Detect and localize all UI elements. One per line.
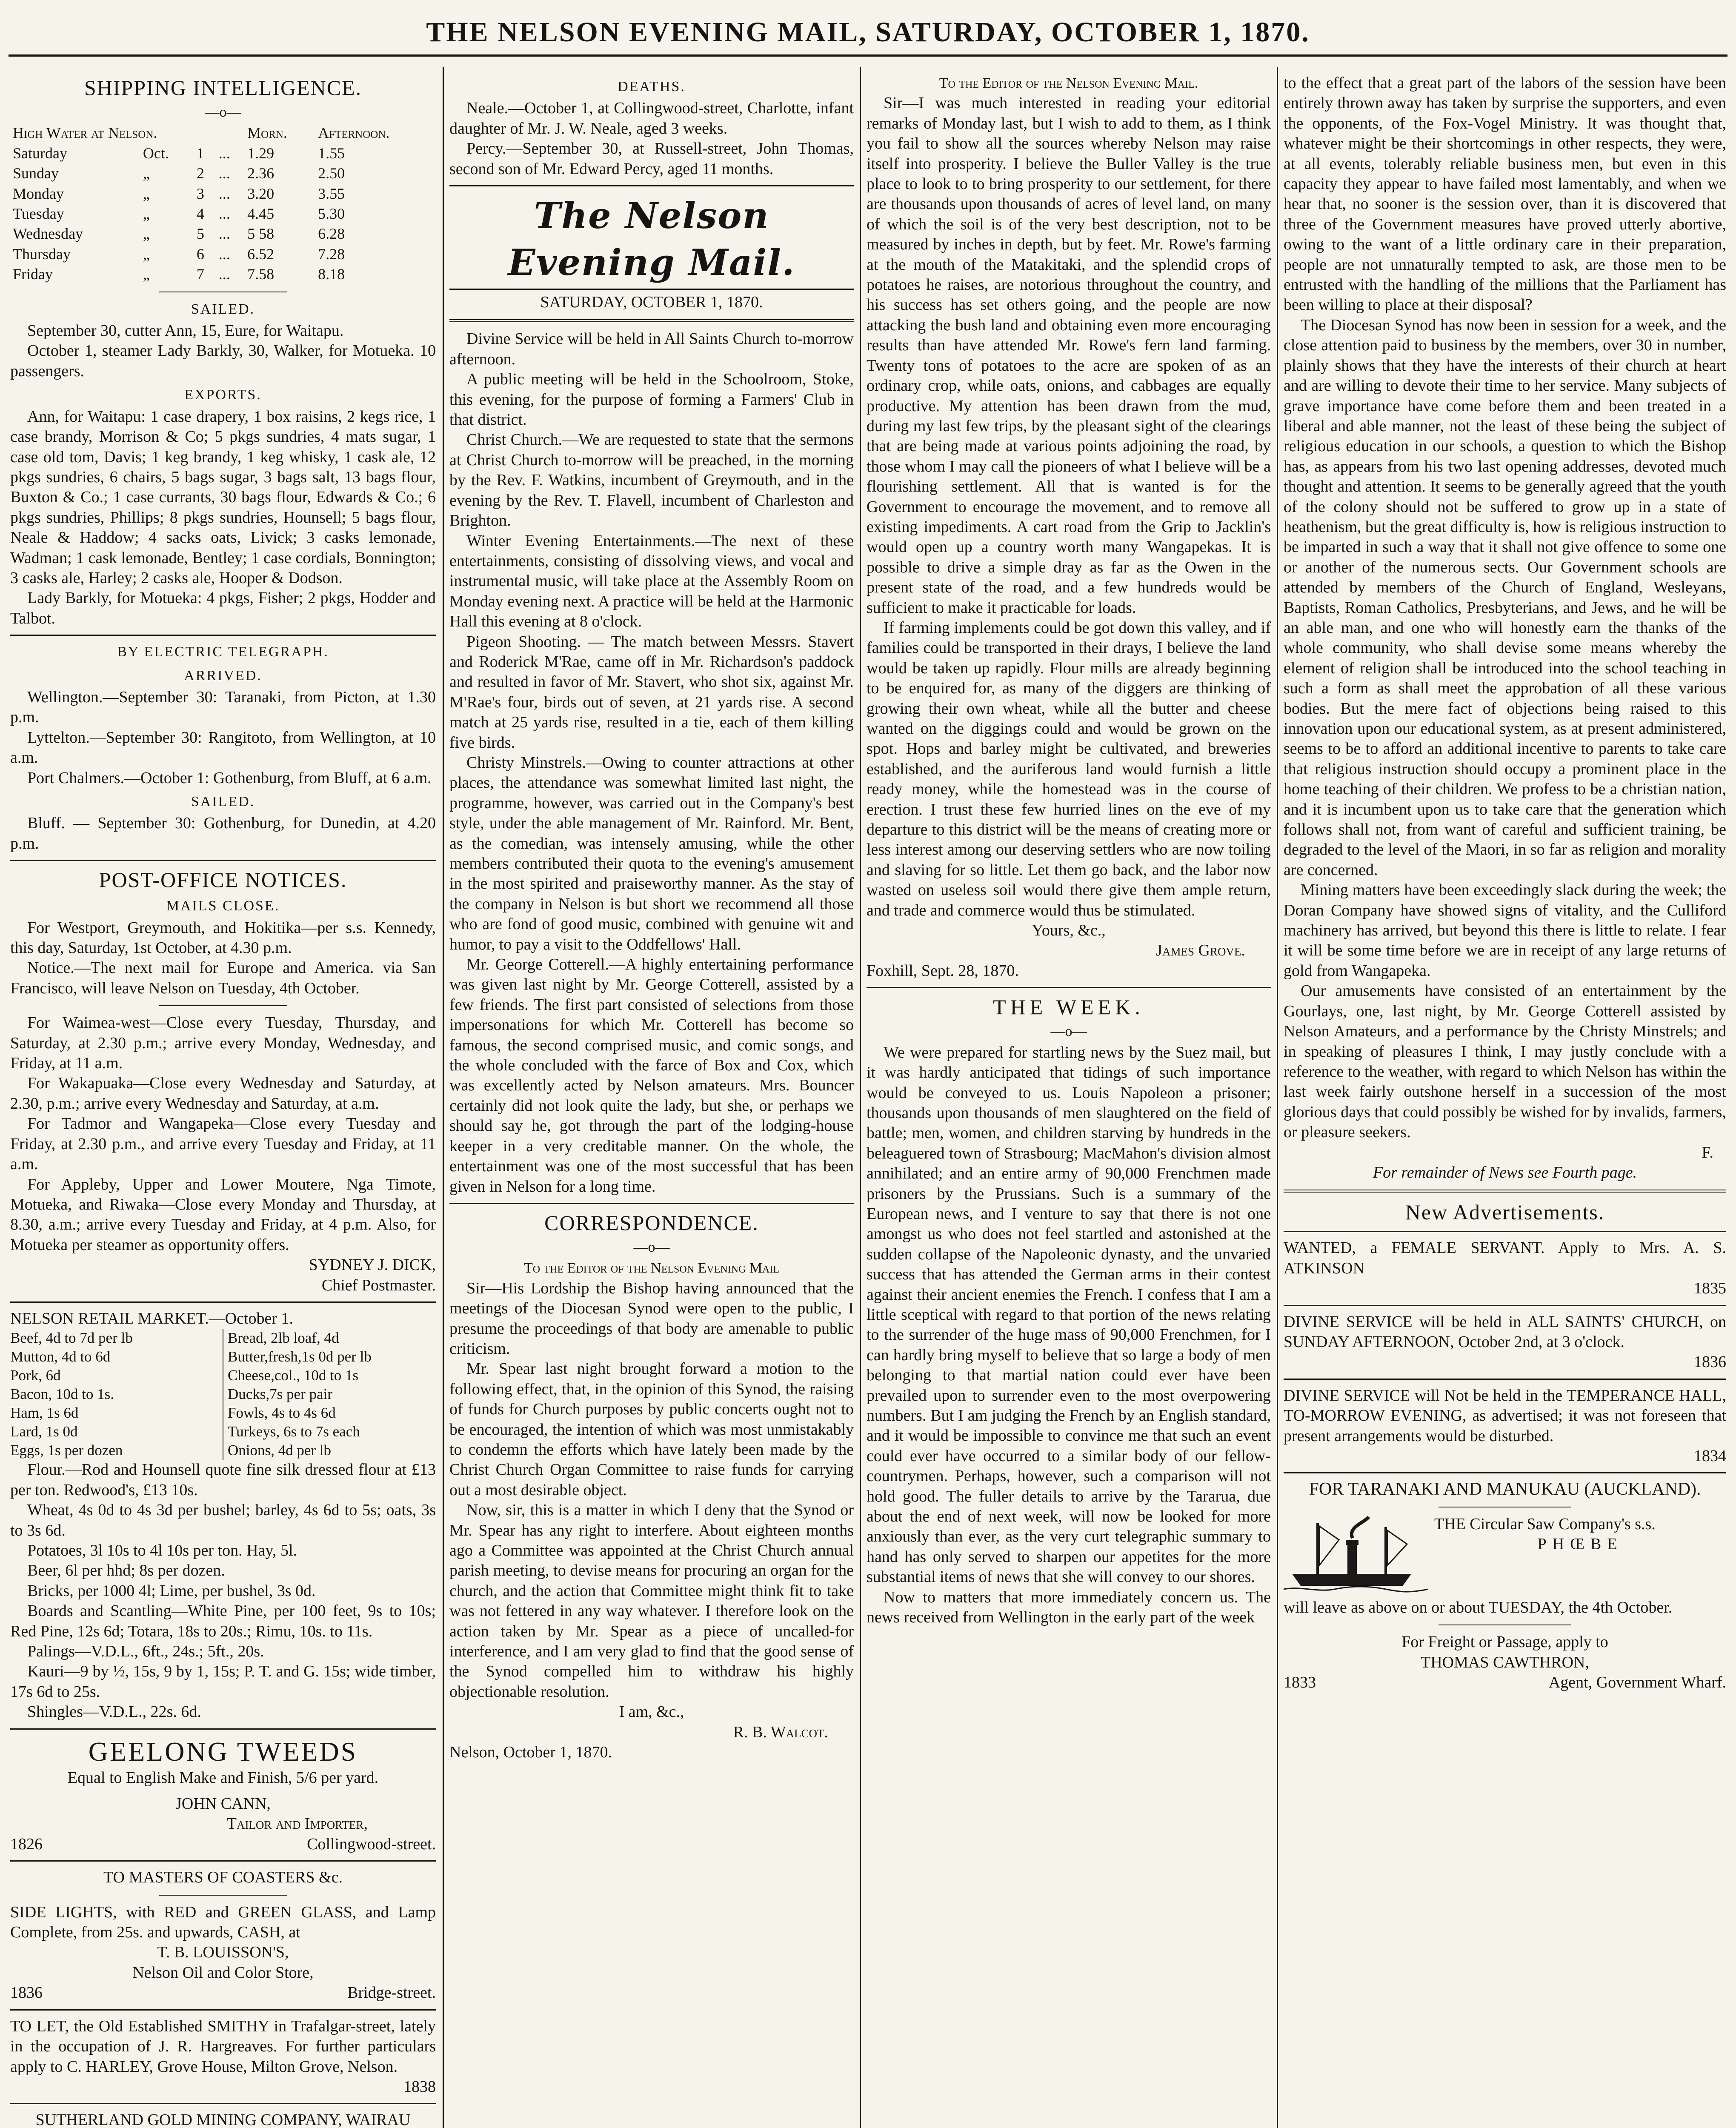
advertiser-shop: Nelson Oil and Color Store, [132, 1963, 314, 1982]
divider [1284, 1305, 1726, 1306]
telegraph-entry: Port Chalmers.—October 1: Gothenburg, from Bluff, at 6 a.m. [27, 769, 432, 787]
tide-dots: ... [218, 205, 230, 223]
tide-afternoon: 5.30 [318, 205, 345, 223]
tide-header-row [10, 123, 436, 143]
tide-afternoon: 1.55 [318, 144, 345, 162]
tide-afternoon: 8.18 [318, 266, 345, 283]
market-price: Butter,fresh,1s 0d per lb [228, 1348, 372, 1365]
ad-number: 1826 [10, 1835, 43, 1853]
tide-month: „ [143, 185, 150, 202]
local-item: Christy Minstrels.—Owing to counter attractions at other places, the attendance was somewhat limited last night, the programme, however, was carried out in the Company's best style, under the able management of Mr. Rainford. Mr. Bent, as the comedian, was intensely amusing, while the other members contributed their quota to the evening's amusement in the most spirited and praiseworthy manner. As the stay of the company in Nelson is but short we recommend all those who are fond of good music, combined with genuine wit and humor, to pay a visit to the Oddfellows' Hall. [449, 753, 854, 953]
market-entry: Kauri—9 by ½, 15s, 9 by 1, 15s; P. T. and G. 15s; wide timber, 17s 6d to 25s. [10, 1662, 436, 1701]
tide-afternoon: 7.28 [318, 245, 345, 263]
advertiser-name: JOHN CANN, [175, 1795, 271, 1813]
shipping-entry: October 1, steamer Lady Barkly, 30, Walker, for Motueka. 10 passengers. [10, 342, 436, 380]
tide-month: „ [143, 225, 150, 243]
divider [1284, 1231, 1726, 1232]
taranaki-heading: FOR TARANAKI AND MANUKAU (AUCKLAND). [1309, 1479, 1701, 1499]
shipping-entry: September 30, cutter Ann, 15, Eure, for Waitapu. [27, 322, 344, 340]
death-notice: Percy.—September 30, at Russell-street, John Thomas, second son of Mr. Edward Percy, aged 11 months. [449, 140, 854, 178]
tide-row [10, 264, 436, 284]
tide-day: Monday [13, 185, 64, 202]
divider [159, 1005, 287, 1006]
column-rule [1277, 67, 1278, 2128]
divider [10, 1728, 436, 1730]
paper-date: SATURDAY, OCTOBER 1, 1870. [540, 293, 763, 312]
mining-heading: SUTHERLAND GOLD MINING COMPANY, WAIRAU [35, 2111, 411, 2128]
steamer-line: will leave as above on or about TUESDAY, the 4th October. [1284, 1598, 1673, 1616]
local-item: Mr. George Cotterell.—A highly entertaining performance was given last night by Mr. George Cotterell, assisted by a few friends. The first part consisted of selections from those impersonations for which Mr. Cotterell has become so famous, the second comprised music, and comic songs, and the whole concluded with the farce of Box and Cox, which was excellently acted by Nelson amateurs. Mrs. Bouncer certainly did not look quite the lady, but she, or perhaps we should say he, got through the part of the lodging-house keeper in a very creditable manner. On the whole, the entertainment was one of the most successful that has been given in Nelson for a long time. [449, 955, 854, 1196]
tide-morning: 6.52 [247, 245, 275, 263]
ad-number: 1834 [1694, 1447, 1726, 1465]
tide-date: 6 [196, 245, 204, 263]
tide-dots: ... [218, 245, 230, 263]
market-price: Ham, 1s 6d [10, 1404, 79, 1422]
advertiser-name: THOMAS CAWTHRON, [1421, 1653, 1589, 1671]
market-price: Pork, 6d [10, 1367, 61, 1384]
telegraph-entry: Lyttelton.—September 30: Rangitoto, from Wellington, at 10 a.m. [10, 728, 436, 767]
tide-day: Tuesday [13, 205, 64, 223]
tide-month: Oct. [143, 144, 169, 162]
market-entry: Palings—V.D.L., 6ft., 24s.; 5ft., 20s. [27, 1642, 264, 1660]
tide-header-afternoon: Afternoon. [318, 124, 390, 142]
tide-row [10, 204, 436, 224]
remainder-note: For remainder of News see Fourth page. [1373, 1163, 1637, 1181]
sailed-heading: SAILED. [191, 794, 255, 809]
tide-afternoon: 2.50 [318, 165, 345, 182]
sailed-heading: SAILED. [191, 301, 255, 317]
telegraph-entry: Bluff. — September 30: Gothenburg, for Dunedin, at 4.20 p.m. [10, 814, 436, 852]
steamer-name: PHŒBE [1537, 1535, 1623, 1553]
divider [1284, 1379, 1726, 1380]
arrived-heading: ARRIVED. [184, 667, 262, 684]
tide-morning: 1.29 [247, 144, 275, 162]
letter-paragraph: Sir—I was much interested in reading your editorial remarks of Monday last, but I wish to add to them, as I think you fail to show all the sources whereby Nelson may raise itself into prosperity. I believe the Buller Valley is the true place to look to to bring prosperity to our settlement, for there are thousands upon thousands of acres of level land, on many of which the soil is of the very best description, not to be measured by inches in depth, but by feet. Mr. Rowe's farming at the mouth of the Matakitaki, and the splendid crops of potatoes he raises, are notorious throughout the country, and his success has set others going, and the people are now attacking the bush land and obtaining even more encouraging results than have attended Mr. Rowe's fern land farming. Twenty tons of potatoes to the acre are spoken of as an ordinary crop, while oats, onions, and cabbages are equally productive. My attention has been drawn from the mud, during my last few trips, by the pleasant sight of the clearings that are being made at various points adjoining the road, by those whom I may call the pioneers of what I believe will be a flourishing settlement. All that is wanted is for the Government to encourage the movement, and to remove all existing impediments. A cart road from the Grip to Jacklin's would open up a country worth many Wangapekas. It is possible to drive a simple dray as far as the Owen in the present state of the road, and a few hundreds would be sufficient to make it practicable for loads. [867, 94, 1271, 617]
market-entry: Beer, 6l per hhd; 8s per dozen. [27, 1562, 225, 1580]
ad-footer [10, 1983, 436, 2003]
letter-paragraph: Sir—His Lordship the Bishop having announced that the meetings of the Diocesan Synod were open to the public, I presume the proceedings of that body are amenable to public criticism. [449, 1279, 854, 1358]
market-price: Fowls, 4s to 4s 6d [228, 1404, 336, 1422]
week-paragraph: We were prepared for startling news by the Suez mail, but it was hardly anticipated that tidings of such importance would be conveyed to us. Louis Napoleon a prisoner; thousands upon thousands of men slaughtered on the field of battle; men, women, and children starving by hundreds in the beleaguered town of Strasbourg; MacMahon's division almost annihilated; and an entire army of 90,000 Frenchmen made prisoners by the Prussians. Such is a summary of the European news, and I venture to say that there is not one amongst us who does not feel startled and astonished at the sudden collapse of the Napoleonic dynasty, and the unvaried success that has attended the German arms in their contest against their ancient enemies the French. I confess that I am a little sceptical with regard to that portion of the news relating to the surrender of the huge mass of 90,000 Frenchmen, for I can hardly bring myself to believe that so large a body of men belonging to that martial nation could ever have been prevailed upon to surrender even to the most overpowering numbers. But I am judging the French by an English standard, and it would be impossible to convince me that such an event could ever have occurred to a similar body of our fellow-countrymen. Perhaps, however, such a comparison will not hold good. The fuller details to arrive by the Tararua, due about the end of next week, will now be looked for more anxiously than ever, as the very curt telegraphic summary to hand has only served to sharpen our appetites for the more substantial items of news that she will convey to our shores. [867, 1043, 1271, 1586]
tide-date: 3 [196, 185, 204, 202]
divider [1284, 1472, 1726, 1473]
market-prices-left [10, 1329, 223, 1460]
post-entry: For Appleby, Upper and Lower Moutere, Nga Timote, Motueka, and Riwaka—Close every Monday and Thursday, at 8.30, a.m.; arrive every Tuesday and Friday, at 4 p.m. Also, for Motueka per steamer as opportunity offers. [10, 1175, 436, 1254]
tide-date: 1 [196, 144, 204, 162]
tide-afternoon: 6.28 [318, 225, 345, 243]
postmaster-name: SYDNEY J. DICK, [309, 1256, 436, 1274]
ornament: —o— [633, 1239, 670, 1255]
week-signature: F. [1702, 1143, 1713, 1161]
deaths-heading: DEATHS. [618, 79, 686, 94]
market-entry: Potatoes, 3l 10s to 4l 10s per ton. Hay, 5l. [27, 1541, 297, 1559]
apply-line: For Freight or Passage, apply to [1401, 1633, 1608, 1651]
divider [10, 2009, 436, 2011]
column-4 [1284, 73, 1726, 2128]
advertisement [1284, 1312, 1726, 1373]
tide-day: Thursday [13, 245, 71, 263]
divider [449, 185, 854, 186]
letter-date: Foxhill, Sept. 28, 1870. [867, 961, 1019, 980]
tide-afternoon: 3.55 [318, 185, 345, 202]
market-price: Beef, 4d to 7d per lb [10, 1330, 133, 1347]
tide-table [10, 123, 436, 284]
week-paragraph: Now to matters that more immediately concern us. The news received from Wellington in the early part of the week [867, 1588, 1271, 1627]
masthead-title: THE NELSON EVENING MAIL, SATURDAY, OCTOBER 1, 1870. [426, 17, 1310, 48]
divider [449, 319, 854, 322]
market-price: Ducks,7s per pair [228, 1386, 332, 1403]
exports-entry: Lady Barkly, for Motueka: 4 pkgs, Fisher; 2 pkgs, Hodder and Talbot. [10, 589, 436, 627]
tide-month: „ [143, 245, 150, 263]
tide-dots: ... [218, 266, 230, 283]
market-prices [10, 1329, 436, 1460]
tide-row [10, 143, 436, 163]
divider [10, 1860, 436, 1862]
tide-header-morning: Morn. [247, 124, 287, 142]
tide-row [10, 163, 436, 183]
divider [10, 1301, 436, 1303]
ad-number: 1836 [10, 1984, 43, 2002]
column-1 [10, 73, 436, 2128]
local-item: Pigeon Shooting. — The match between Messrs. Stavert and Roderick M'Rae, came off in Mr. Richardson's paddock and resulted in favor of Mr. Stavert, who shot six, against Mr. M'Rae's four, birds out of seven, at 21 yards rise. A second match at 25 yards rise, resulted in a tie, each of them killing five birds. [449, 632, 854, 752]
tide-month: „ [143, 266, 150, 283]
tide-dots: ... [218, 225, 230, 243]
ad-footer [1284, 1673, 1726, 1693]
the-week-heading: THE WEEK. [993, 995, 1144, 1019]
telegraph-heading: BY ELECTRIC TELEGRAPH. [117, 644, 329, 660]
advertiser-trade: Tailor and Importer, [226, 1815, 368, 1833]
divider [1284, 1190, 1726, 1193]
exports-entry: Ann, for Waitapu: 1 case drapery, 1 box raisins, 2 kegs rice, 1 case brandy, Morrison & Co; 5 pkgs sundries, 4 mats sugar, 1 case old tom, Davis; 1 keg brandy, 1 keg whisky, 1 cask ale, 12 pkgs sundries, 6 chairs, 5 bags sugar, 3 bags salt, 13 bags flour, Buxton & Co.; 1 case currants, 30 bags flour, Edwards & Co.; 6 pkgs sundries, Phillips; 8 pkgs sundries, Hounsell; 5 bags flour, Neale & Haddow; 4 sacks oats, Livick; 3 casks lemonade, Wadman; 1 cask lemonade, Bentley; 1 case cordials, Bonnington; 3 casks ale, Harley; 2 casks ale, Hooper & Dodson. [10, 407, 436, 587]
geelong-line: Equal to English Make and Finish, 5/6 per yard. [67, 1768, 379, 1787]
week-paragraph: to the effect that a great part of the labors of the session have been entirely thrown away has taken by surprise the supporters, and even the opponents, of the Fox-Vogel Ministry. It was thought that, whatever might be their shortcomings in other respects, they were, at all events, tolerably reliable business men, but even in this capacity they appear to have failed most lamentably, and when we hear that, no sooner is the session over, than it is discovered that three of the Government measures have proved utterly abortive, owing to the want of a little ordinary care in their preparation, people are not unnaturally tempted to ask, are those men to be entrusted with the handling of the millions that the Parliament has been willing to place at their disposal? [1284, 74, 1726, 314]
masthead [0, 0, 1736, 60]
post-office-heading: POST-OFFICE NOTICES. [99, 868, 347, 892]
letter-address: To the Editor of the Nelson Evening Mail [523, 1260, 780, 1276]
tide-row [10, 224, 436, 244]
ad-number: 1838 [403, 2077, 436, 2096]
advertisement [1284, 1386, 1726, 1467]
exports-heading: EXPORTS. [184, 387, 262, 403]
shipping-heading: SHIPPING INTELLIGENCE. [84, 76, 362, 100]
letter-signature: James Grove. [1156, 941, 1245, 960]
market-price: Eggs, 1s per dozen [10, 1442, 123, 1459]
tide-morning: 2.36 [247, 165, 275, 182]
ad-number: 1833 [1284, 1673, 1316, 1692]
masters-heading: TO MASTERS OF COASTERS &c. [103, 1868, 343, 1887]
post-entry: For Westport, Greymouth, and Hokitika—per s.s. Kennedy, this day, Saturday, 1st October, at 4.30 p.m. [10, 918, 436, 957]
steamer-line: THE Circular Saw Company's s.s. [1434, 1515, 1656, 1533]
market-price: Turkeys, 6s to 7s each [228, 1423, 360, 1440]
ad-number: 1835 [1694, 1279, 1726, 1298]
tide-dots: ... [218, 165, 230, 182]
new-advertisements-heading: New Advertisements. [1405, 1200, 1605, 1224]
local-item: Christ Church.—We are requested to state that the sermons at Christ Church to-morrow will be preached, in the morning by the Rev. F. Watkins, incumbent of Greymouth, and in the evening by the Rev. T. Flavell, incumbent of Charleston and Brighton. [449, 431, 854, 530]
ornament: —o— [1050, 1024, 1087, 1040]
telegraph-entry: Wellington.—September 30: Taranaki, from Picton, at 1.30 p.m. [10, 688, 436, 726]
death-notice: Neale.—October 1, at Collingwood-street, Charlotte, infant daughter of Mr. J. W. Neale, aged 3 weeks. [449, 99, 854, 137]
letter-signature: R. B. Walcot. [733, 1723, 828, 1741]
postmaster-title: Chief Postmaster. [321, 1276, 436, 1294]
letter-date: Nelson, October 1, 1870. [449, 1743, 612, 1762]
divider [10, 860, 436, 861]
tide-month: „ [143, 205, 150, 223]
mails-close-heading: MAILS CLOSE. [166, 898, 280, 914]
tide-date: 4 [196, 205, 204, 223]
tide-row [10, 184, 436, 204]
ad-number: 1836 [1694, 1353, 1726, 1371]
letter-paragraph: Mr. Spear last night brought forward a motion to the following effect, that, in the opinion of this Synod, the raising of funds for Church purposes by public concerts ought not to be encouraged, the intention of which was most unmistakably to condemn the efforts which have lately been made by the Christ Church Organ Committee to raise funds for carrying out a most desirable object. [449, 1360, 854, 1499]
local-item: Winter Evening Entertainments.—The next of these entertainments, consisting of dissolving views, and vocal and instrumental music, will take place at the Assembly Room on Monday evening next. A practice will be held at the Harmonic Hall this evening at 8 o'clock. [449, 532, 854, 631]
divider [867, 987, 1271, 988]
advertiser-address: Bridge-street. [347, 1984, 436, 2002]
paper-title: The Nelson Evening Mail. [508, 194, 795, 284]
ad-body: WANTED, a FEMALE SERVANT. Apply to Mrs. A. S. ATKINSON [1284, 1239, 1726, 1277]
divider [449, 289, 854, 290]
geelong-heading: GEELONG TWEEDS [88, 1736, 358, 1767]
advertiser-address: Collingwood-street. [307, 1835, 436, 1853]
tide-morning: 5 58 [247, 225, 275, 243]
market-heading: NELSON RETAIL MARKET.—October 1. [10, 1309, 294, 1327]
column-rule [443, 67, 444, 2128]
market-price: Bread, 2lb loaf, 4d [228, 1330, 339, 1347]
market-price: Onions, 4d per lb [228, 1442, 332, 1459]
ad-body: DIVINE SERVICE will be held in ALL SAINTS' CHURCH, on SUNDAY AFTERNOON, October 2nd, at 3 o'clock. [1284, 1313, 1726, 1351]
tide-day: Wednesday [13, 225, 83, 243]
tide-day: Saturday [13, 144, 67, 162]
advertiser-role: Agent, Government Wharf. [1548, 1673, 1726, 1692]
market-price: Bacon, 10d to 1s. [10, 1386, 114, 1403]
steamship-icon [1284, 1514, 1428, 1595]
column-rule [860, 67, 861, 2128]
tide-date: 7 [196, 266, 204, 283]
letter-close: Yours, &c., [1032, 921, 1106, 940]
tide-dots: ... [218, 185, 230, 202]
column-3 [867, 73, 1271, 2128]
correspondence-heading: CORRESPONDENCE. [544, 1210, 759, 1235]
tide-date: 2 [196, 165, 204, 182]
divider [449, 1203, 854, 1204]
market-entry: Flour.—Rod and Hounsell quote fine silk dressed flour at £13 per ton. Redwood's, £13 10s. [10, 1461, 436, 1499]
market-price: Cheese,col., 10d to 1s [228, 1367, 359, 1384]
market-entry: Bricks, per 1000 4l; Lime, per bushel, 3s 0d. [27, 1582, 316, 1600]
letter-paragraph: Now, sir, this is a matter in which I deny that the Synod or Mr. Spear has any right to interfere. About eighteen months ago a Committee was appointed at the Christ Church annual parish meeting, to devise means for procuring an organ for the church, and the action that Committee might think fit to take was not fettered in any way whatever. I therefore look on the action taken by Mr. Spear as a piece of uncalled-for interference, and I am very glad to find that the good sense of the Synod compelled him to withdraw his highly objectionable resolution. [449, 1501, 854, 1701]
local-item: Divine Service will be held in All Saints Church to-morrow afternoon. [449, 330, 854, 368]
market-prices-right [223, 1329, 436, 1460]
tide-row [10, 244, 436, 264]
tide-morning: 4.45 [247, 205, 275, 223]
advertisement [1284, 1238, 1726, 1299]
week-paragraph: Our amusements have consisted of an entertainment by the Gourlays, one, last night, by Mr. George Cotterell assisted by Nelson Amateurs, and a performance by the Christy Minstrels; and in speaking of pleasures I think, I may justly conclude with a reference to the weather, with regard to which Nelson has within the last week fairly outshone herself in a succession of the most glorious days that could possibly be wished for by invalids, farmers, or pleasure seekers. [1284, 982, 1726, 1141]
ad-footer [10, 1834, 436, 1854]
masters-body: SIDE LIGHTS, with RED and GREEN GLASS, and Lamp Complete, from 25s. and upwards, CASH, at [10, 1903, 436, 1942]
market-price: Lard, 1s 0d [10, 1423, 78, 1440]
market-entry: Shingles—V.D.L., 22s. 6d. [27, 1703, 201, 1721]
ad-body: DIVINE SERVICE will Not be held in the TEMPERANCE HALL, TO-MORROW EVENING, as advertised; it was not foreseen that present arrangements would be disturbed. [1284, 1386, 1726, 1445]
letter-address: To the Editor of the Nelson Evening Mail. [939, 75, 1198, 91]
advertiser-name: T. B. LOUISSON'S, [157, 1943, 289, 1962]
tide-morning: 7.58 [247, 266, 275, 283]
tide-header-label: High Water at Nelson. [13, 124, 157, 142]
tide-morning: 3.20 [247, 185, 275, 202]
post-entry: For Wakapuaka—Close every Wednesday and Saturday, at 2.30, p.m.; arrive every Wednesday and Saturday, at a.m. [10, 1074, 436, 1113]
tide-day: Sunday [13, 165, 59, 182]
letter-close: I am, &c., [619, 1703, 684, 1721]
tide-dots: ... [218, 144, 230, 162]
week-paragraph: The Diocesan Synod has now been in session for a week, and the close attention paid to business by the members, over 30 in number, plainly shows that they have the interests of their church at heart and are willing to devote their time to her service. Many subjects of grave importance have come before them and been treated in a liberal and able manner, not the least of these being the subject of religious education in our schools, a question to which the Bishop has, as appears from his two last opening addresses, devoted much thought and attention. It seems to be generally agreed that the youth of the colony should not be suffered to grow up in a state of heathenism, but the great difficulty is, how is religious instruction to be imparted in such a way that it shall not give offence to some one or another of the numerous sects. Our Government schools are attended by members of the Church of England, Wesleyans, Baptists, Roman Catholics, Presbyterians, and Jews, and he will be an able man, and one who will honestly earn the thanks of the whole community, who shall devise some means whereby the element of religion shall be introduced into the school teaching in such a form as shall meet the approbation of all these various bodies. But the mere fact of objections being raised to this innovation upon our educational system, as at present administered, seems to be to afford an additional incentive to parents to take care that religious instruction should occupy a prominent place in the home teaching of their children. We profess to be a christian nation, and it is incumbent upon us to take care that the generation which follows shall not, from want of careful and sufficient training, be degraded to the level of the Maori, in so far as religion and morality are concerned. [1284, 316, 1726, 879]
market-price: Mutton, 4d to 6d [10, 1348, 111, 1365]
tide-month: „ [143, 165, 150, 182]
post-entry: Notice.—The next mail for Europe and America. via San Francisco, will leave Nelson on Tuesday, 4th October. [10, 959, 436, 997]
tide-date: 5 [196, 225, 204, 243]
to-let-body: TO LET, the Old Established SMITHY in Trafalgar-street, lately in the occupation of J. R. Hargreaves. For further particulars apply to C. HARLEY, Grove House, Milton Grove, Nelson. [10, 2017, 436, 2076]
week-paragraph: Mining matters have been exceedingly slack during the week; the Doran Company have showed signs of vitality, and the Culliford machinery has arrived, but beyond this there is little to relate. I fear it will be some time before we are in receipt of any large returns of gold from Wangapeka. [1284, 881, 1726, 980]
market-entry: Wheat, 4s 0d to 4s 3d per bushel; barley, 4s 6d to 5s; oats, 3s to 3s 6d. [10, 1501, 436, 1539]
divider [10, 635, 436, 636]
letter-paragraph: If farming implements could be got down this valley, and if families could be transported in their drays, I believe the land would be taken up rapidly. Flour mills are already beginning to be enquired for, as many of the diggers are thinking of growing their own wheat, while all the butter and cheese wanted on the diggings could and would be grown on the spot. Hops and barley might be cultivated, and breweries established, and the auriferous land would furnish a little ready money, while the homestead was in the course of erection. I trust these few hurried lines on the eve of my departure to this district will be the means of creating more or less interest among our deserving settlers who are now toiling and slaving for so little. Let them go back, and the labor now wasted on useless soil would there give them ample return, and trade and commerce would thus be stimulated. [867, 618, 1271, 919]
divider [10, 2103, 436, 2104]
steamer-ad [1284, 1514, 1726, 1618]
ornament: —o— [205, 104, 241, 120]
market-entry: Boards and Scantling—White Pine, per 100 feet, 9s to 10s; Red Pine, 12s 6d; Totara, 18s to 20s.; Rimu, 10s. to 11s. [10, 1602, 436, 1640]
post-entry: For Tadmor and Wangapeka—Close every Tuesday and Friday, at 2.30 p.m., and arrive every Tuesday and Friday, at 11 a.m. [10, 1115, 436, 1173]
column-2 [449, 73, 854, 2128]
masthead-rule [9, 54, 1727, 57]
divider [159, 1895, 287, 1896]
post-entry: For Waimea-west—Close every Tuesday, Thursday, and Saturday, at 2.30 p.m.; arrive every Monday, Wednesday, and Friday, at 11 a.m. [10, 1014, 436, 1073]
tide-day: Friday [13, 266, 53, 283]
local-item: A public meeting will be held in the Schoolroom, Stoke, this evening, for the purpose of forming a Farmers' Club in that district. [449, 370, 854, 429]
